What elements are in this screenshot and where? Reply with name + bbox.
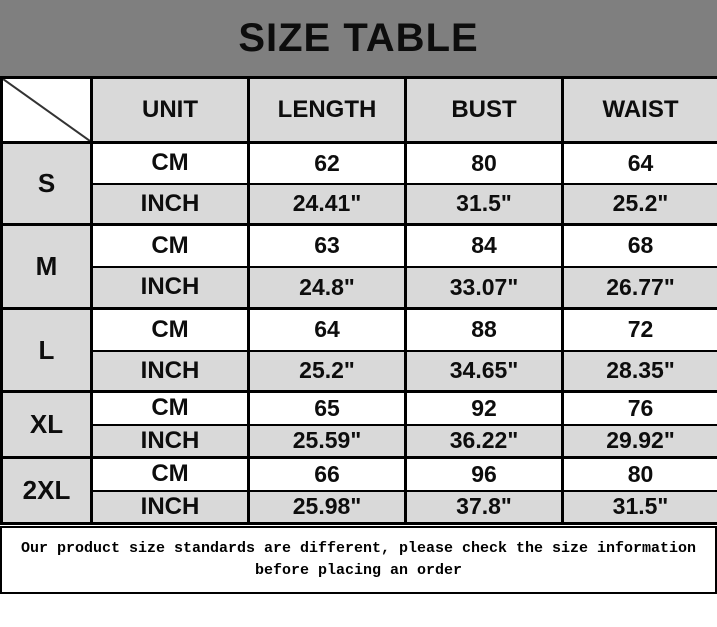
row-s-inch xyxy=(2,184,717,225)
size-label-s: S xyxy=(2,143,92,225)
note-line-1: Our product size standards are different, please check the size information xyxy=(20,540,697,558)
col-header-bust: BUST xyxy=(406,78,563,143)
value-s-length-cm: 62 xyxy=(249,143,406,184)
size-label-l: L xyxy=(2,309,92,392)
size-label-2xl: 2XL xyxy=(2,458,92,524)
title-banner xyxy=(0,0,717,76)
value-l-length-cm: 64 xyxy=(249,309,406,351)
value-l-waist-inch: 28.35" xyxy=(563,351,717,392)
value-2xl-length-inch: 25.98" xyxy=(249,491,406,524)
value-xl-length-inch: 25.59" xyxy=(249,425,406,458)
value-s-length-inch: 24.41" xyxy=(249,184,406,225)
page-title: SIZE TABLE xyxy=(238,15,479,60)
value-m-length-cm: 63 xyxy=(249,225,406,267)
row-xl-cm xyxy=(2,392,717,425)
size-label-m: M xyxy=(2,225,92,309)
diagonal-line-icon xyxy=(3,79,90,141)
value-s-bust-cm: 80 xyxy=(406,143,563,184)
unit-cm-label: CM xyxy=(92,309,249,351)
size-note-box xyxy=(0,526,717,594)
unit-inch-label: INCH xyxy=(92,425,249,458)
value-m-bust-cm: 84 xyxy=(406,225,563,267)
value-xl-bust-inch: 36.22" xyxy=(406,425,563,458)
unit-inch-label: INCH xyxy=(92,491,249,524)
row-s-cm xyxy=(2,143,717,184)
value-2xl-waist-cm: 80 xyxy=(563,458,717,491)
value-2xl-waist-inch: 31.5" xyxy=(563,491,717,524)
value-l-length-inch: 25.2" xyxy=(249,351,406,392)
value-l-bust-inch: 34.65" xyxy=(406,351,563,392)
value-m-length-inch: 24.8" xyxy=(249,267,406,309)
size-table xyxy=(0,76,717,525)
unit-inch-label: INCH xyxy=(92,184,249,225)
unit-inch-label: INCH xyxy=(92,267,249,309)
diagonal-corner-cell xyxy=(2,78,92,143)
value-l-bust-cm: 88 xyxy=(406,309,563,351)
value-s-waist-cm: 64 xyxy=(563,143,717,184)
value-xl-bust-cm: 92 xyxy=(406,392,563,425)
row-2xl-cm xyxy=(2,458,717,491)
value-xl-waist-inch: 29.92" xyxy=(563,425,717,458)
value-2xl-bust-cm: 96 xyxy=(406,458,563,491)
col-header-length: LENGTH xyxy=(249,78,406,143)
value-s-bust-inch: 31.5" xyxy=(406,184,563,225)
unit-inch-label: INCH xyxy=(92,351,249,392)
row-l-inch xyxy=(2,351,717,392)
unit-cm-label: CM xyxy=(92,458,249,491)
row-m-cm xyxy=(2,225,717,267)
value-2xl-bust-inch: 37.8" xyxy=(406,491,563,524)
unit-cm-label: CM xyxy=(92,143,249,184)
col-header-waist: WAIST xyxy=(563,78,717,143)
value-xl-waist-cm: 76 xyxy=(563,392,717,425)
row-xl-inch xyxy=(2,425,717,458)
row-2xl-inch xyxy=(2,491,717,524)
value-2xl-length-cm: 66 xyxy=(249,458,406,491)
row-l-cm xyxy=(2,309,717,351)
unit-cm-label: CM xyxy=(92,392,249,425)
value-m-waist-cm: 68 xyxy=(563,225,717,267)
note-line-2: before placing an order xyxy=(254,562,463,579)
row-m-inch xyxy=(2,267,717,309)
unit-cm-label: CM xyxy=(92,225,249,267)
value-s-waist-inch: 25.2" xyxy=(563,184,717,225)
value-xl-length-cm: 65 xyxy=(249,392,406,425)
size-label-xl: XL xyxy=(2,392,92,458)
col-header-unit: UNIT xyxy=(92,78,249,143)
value-l-waist-cm: 72 xyxy=(563,309,717,351)
value-m-waist-inch: 26.77" xyxy=(563,267,717,309)
value-m-bust-inch: 33.07" xyxy=(406,267,563,309)
column-header-row xyxy=(2,78,717,143)
